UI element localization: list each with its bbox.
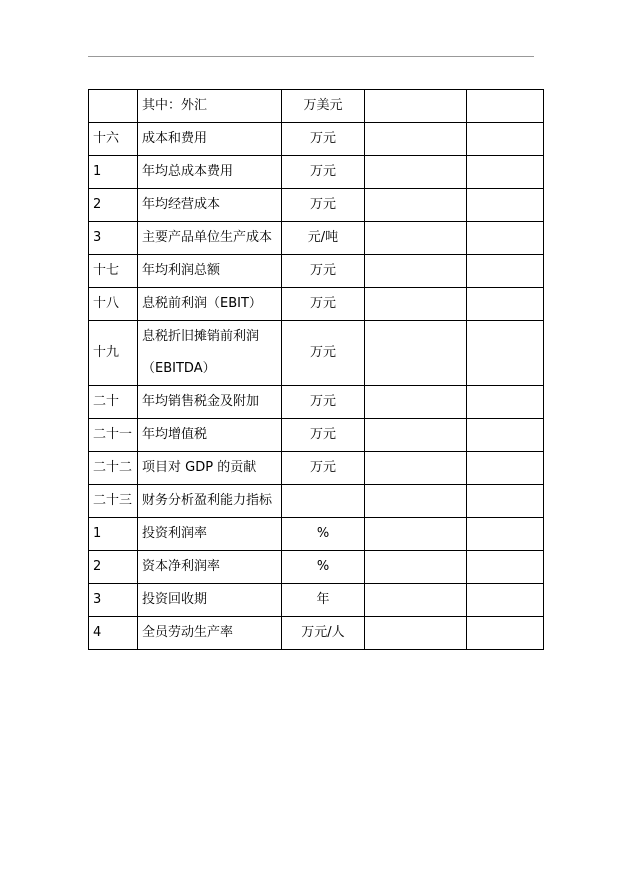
value-cell	[365, 419, 467, 452]
value-cell	[365, 617, 467, 650]
unit: 万元	[282, 419, 365, 452]
value-cell	[467, 551, 544, 584]
value-cell	[467, 386, 544, 419]
item-name: 年均经营成本	[138, 189, 282, 222]
row-number: 二十二	[89, 452, 138, 485]
value-cell	[467, 485, 544, 518]
unit: %	[282, 518, 365, 551]
indicator-table	[88, 89, 544, 650]
value-cell	[365, 452, 467, 485]
value-cell	[365, 321, 467, 386]
value-cell	[467, 419, 544, 452]
value-cell	[365, 288, 467, 321]
table-row	[89, 518, 544, 551]
item-name: 项目对 GDP 的贡献	[138, 452, 282, 485]
value-cell	[467, 90, 544, 123]
row-number: 二十一	[89, 419, 138, 452]
value-cell	[365, 584, 467, 617]
table-row	[89, 222, 544, 255]
row-number: 二十	[89, 386, 138, 419]
value-cell	[467, 584, 544, 617]
item-name: 财务分析盈利能力指标	[138, 485, 282, 518]
value-cell	[467, 452, 544, 485]
table-row	[89, 617, 544, 650]
value-cell	[467, 288, 544, 321]
item-name: 投资回收期	[138, 584, 282, 617]
row-number: 4	[89, 617, 138, 650]
item-name: 息税前利润（EBIT）	[138, 288, 282, 321]
unit: 万元	[282, 255, 365, 288]
value-cell	[365, 485, 467, 518]
item-name: 年均增值税	[138, 419, 282, 452]
unit	[282, 485, 365, 518]
row-number: 十七	[89, 255, 138, 288]
row-number: 1	[89, 156, 138, 189]
row-number: 十八	[89, 288, 138, 321]
item-name: 主要产品单位生产成本	[138, 222, 282, 255]
table-row	[89, 156, 544, 189]
value-cell	[467, 189, 544, 222]
item-name: 其中：外汇	[138, 90, 282, 123]
item-name: 全员劳动生产率	[138, 617, 282, 650]
value-cell	[365, 386, 467, 419]
unit: 万元/人	[282, 617, 365, 650]
table-row	[89, 584, 544, 617]
value-cell	[365, 189, 467, 222]
unit: 万美元	[282, 90, 365, 123]
table-row	[89, 485, 544, 518]
item-name: 投资利润率	[138, 518, 282, 551]
row-number: 十六	[89, 123, 138, 156]
item-name: 年均总成本费用	[138, 156, 282, 189]
value-cell	[365, 222, 467, 255]
item-name: 息税折旧摊销前利润（EBITDA）	[138, 321, 282, 386]
value-cell	[365, 156, 467, 189]
value-cell	[467, 617, 544, 650]
table-row	[89, 321, 544, 386]
table-row	[89, 419, 544, 452]
item-name: 成本和费用	[138, 123, 282, 156]
unit: 万元	[282, 288, 365, 321]
value-cell	[467, 518, 544, 551]
table-row	[89, 255, 544, 288]
unit: 万元	[282, 123, 365, 156]
row-number: 2	[89, 189, 138, 222]
unit: 元/吨	[282, 222, 365, 255]
unit: 万元	[282, 189, 365, 222]
value-cell	[467, 123, 544, 156]
table-row	[89, 288, 544, 321]
value-cell	[467, 156, 544, 189]
unit: 年	[282, 584, 365, 617]
value-cell	[467, 255, 544, 288]
row-number: 2	[89, 551, 138, 584]
table-row	[89, 123, 544, 156]
unit: 万元	[282, 321, 365, 386]
table-row	[89, 551, 544, 584]
value-cell	[365, 255, 467, 288]
row-number: 二十三	[89, 485, 138, 518]
row-number	[89, 90, 138, 123]
value-cell	[365, 551, 467, 584]
item-name: 资本净利润率	[138, 551, 282, 584]
item-name: 年均利润总额	[138, 255, 282, 288]
value-cell	[365, 90, 467, 123]
row-number: 1	[89, 518, 138, 551]
value-cell	[365, 123, 467, 156]
value-cell	[467, 321, 544, 386]
table-row	[89, 90, 544, 123]
table-row	[89, 189, 544, 222]
item-name: 年均销售税金及附加	[138, 386, 282, 419]
unit: 万元	[282, 452, 365, 485]
row-number: 3	[89, 222, 138, 255]
table-row	[89, 452, 544, 485]
row-number: 3	[89, 584, 138, 617]
header-rule	[88, 56, 534, 57]
table-row	[89, 386, 544, 419]
value-cell	[467, 222, 544, 255]
unit: %	[282, 551, 365, 584]
row-number: 十九	[89, 321, 138, 386]
unit: 万元	[282, 156, 365, 189]
value-cell	[365, 518, 467, 551]
unit: 万元	[282, 386, 365, 419]
